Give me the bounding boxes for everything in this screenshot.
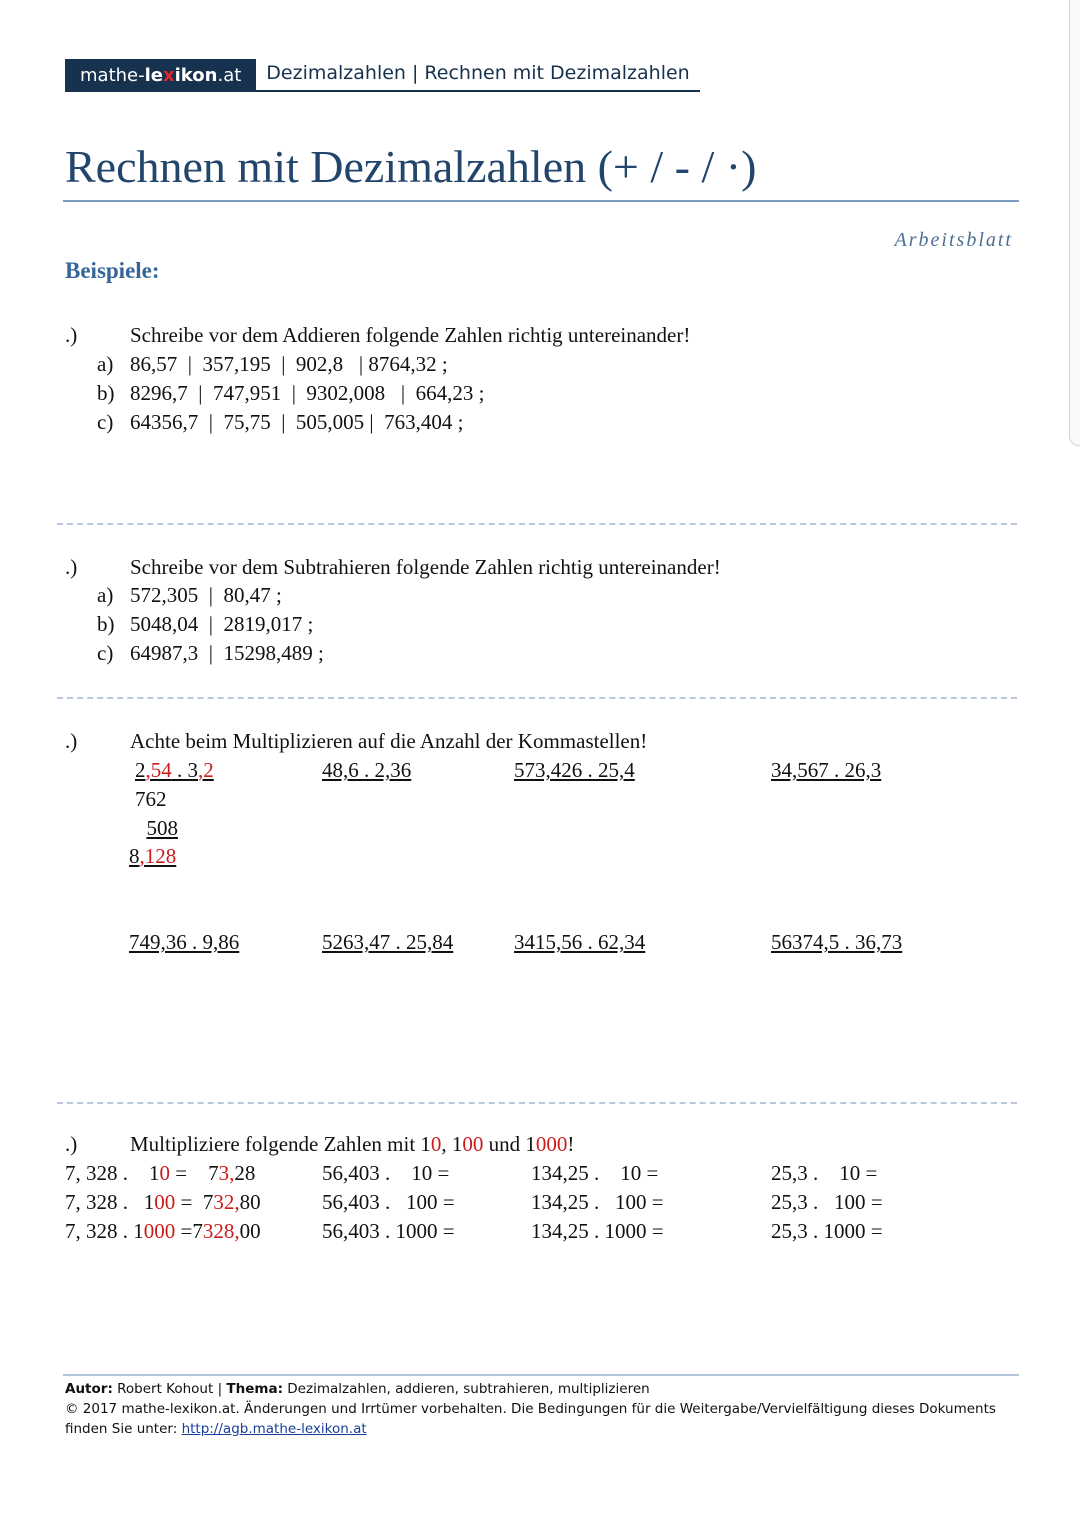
- task-instruction: Multipliziere folgende Zahlen mit 10, 100 und 1000!: [130, 1132, 575, 1156]
- item-numbers: 5048,04 | 2819,017 ;: [130, 612, 314, 636]
- section-divider: [57, 697, 1017, 699]
- exercise-equation: 134,25 . 100 =: [531, 1190, 664, 1214]
- item-label: c): [97, 641, 114, 665]
- task-instruction: Schreibe vor dem Subtrahieren folgende Zahlen richtig untereinander!: [130, 555, 721, 579]
- footer-divider: [63, 1374, 1019, 1376]
- exercise-equation: 25,3 . 10 =: [771, 1161, 878, 1185]
- exercise-product: 5263,47 . 25,84: [322, 930, 454, 954]
- footer-meta: Autor: Robert Kohout | Thema: Dezimalzahlen, addieren, subtrahieren, multiplizieren: [65, 1381, 650, 1397]
- section-divider: [57, 523, 1017, 525]
- examples-heading: Beispiele:: [65, 258, 160, 283]
- item-label: a): [97, 583, 114, 607]
- exercise-product: 3415,56 . 62,34: [514, 930, 646, 954]
- exercise-equation: 25,3 . 1000 =: [771, 1219, 883, 1243]
- header-breadcrumb: Dezimalzahlen | Rechnen mit Dezimalzahlen: [256, 59, 699, 92]
- item-label: b): [97, 381, 115, 405]
- document-footer: [65, 1379, 1015, 1439]
- item-label: c): [97, 410, 114, 434]
- exercise-equation: 56,403 . 10 =: [322, 1161, 450, 1185]
- item-label: a): [97, 352, 114, 376]
- partial-product: 508: [146, 816, 178, 840]
- exercise-equation: 25,3 . 100 =: [771, 1190, 883, 1214]
- footer-copyright: © 2017 mathe-lexikon.at. Änderungen und Irrtümer vorbehalten. Die Bedingungen für die Weitergabe/Vervielfältigung dieses Dokuments finden Sie unter: http://agb.mathe-lexikon.at: [65, 1401, 996, 1437]
- task-marker: .): [65, 323, 78, 347]
- exercise-equation: 56,403 . 1000 =: [322, 1219, 455, 1243]
- page-title: Rechnen mit Dezimalzahlen (+ / - / ·): [65, 141, 757, 192]
- site-logo: mathe-lexikon.at: [65, 59, 256, 92]
- exercise-product: 34,567 . 26,3: [771, 758, 882, 782]
- item-numbers: 86,57 | 357,195 | 902,8 | 8764,32 ;: [130, 352, 448, 376]
- exercise-product: 573,426 . 25,4: [514, 758, 635, 782]
- item-numbers: 64987,3 | 15298,489 ;: [130, 641, 324, 665]
- exercise-product: 48,6 . 2,36: [322, 758, 412, 782]
- item-numbers: 572,305 | 80,47 ;: [130, 583, 282, 607]
- exercise-equation: 56,403 . 100 =: [322, 1190, 455, 1214]
- exercise-equation: 134,25 . 10 =: [531, 1161, 659, 1185]
- example-result: 8,128: [129, 844, 177, 868]
- task-marker: .): [65, 555, 78, 579]
- item-numbers: 64356,7 | 75,75 | 505,005 | 763,404 ;: [130, 410, 464, 434]
- example-equation: 7, 328 . 100 = 732,80: [65, 1190, 261, 1214]
- exercise-product: 56374,5 . 36,73: [771, 930, 903, 954]
- example-equation: 7, 328 . 10 = 73,28: [65, 1161, 256, 1185]
- section-divider: [57, 1102, 1017, 1104]
- sheet-type-label: Arbeitsblatt: [894, 229, 1013, 251]
- partial-product: 762: [135, 787, 167, 811]
- exercise-product: 749,36 . 9,86: [129, 930, 240, 954]
- example-equation: 7, 328 . 1000 =7328,00: [65, 1219, 261, 1243]
- task-instruction: Achte beim Multiplizieren auf die Anzahl der Kommastellen!: [130, 729, 648, 753]
- document-header: [65, 59, 700, 92]
- title-divider: [63, 200, 1019, 202]
- task-marker: .): [65, 729, 78, 753]
- item-label: b): [97, 612, 115, 636]
- item-numbers: 8296,7 | 747,951 | 9302,008 | 664,23 ;: [130, 381, 485, 405]
- scrollbar-edge[interactable]: [1069, 0, 1080, 446]
- task-instruction: Schreibe vor dem Addieren folgende Zahlen richtig untereinander!: [130, 323, 691, 347]
- example-factors: 2,54 . 3,2: [135, 758, 214, 782]
- task-marker: .): [65, 1132, 78, 1156]
- exercise-equation: 134,25 . 1000 =: [531, 1219, 664, 1243]
- terms-link[interactable]: http://agb.mathe-lexikon.at: [181, 1421, 367, 1437]
